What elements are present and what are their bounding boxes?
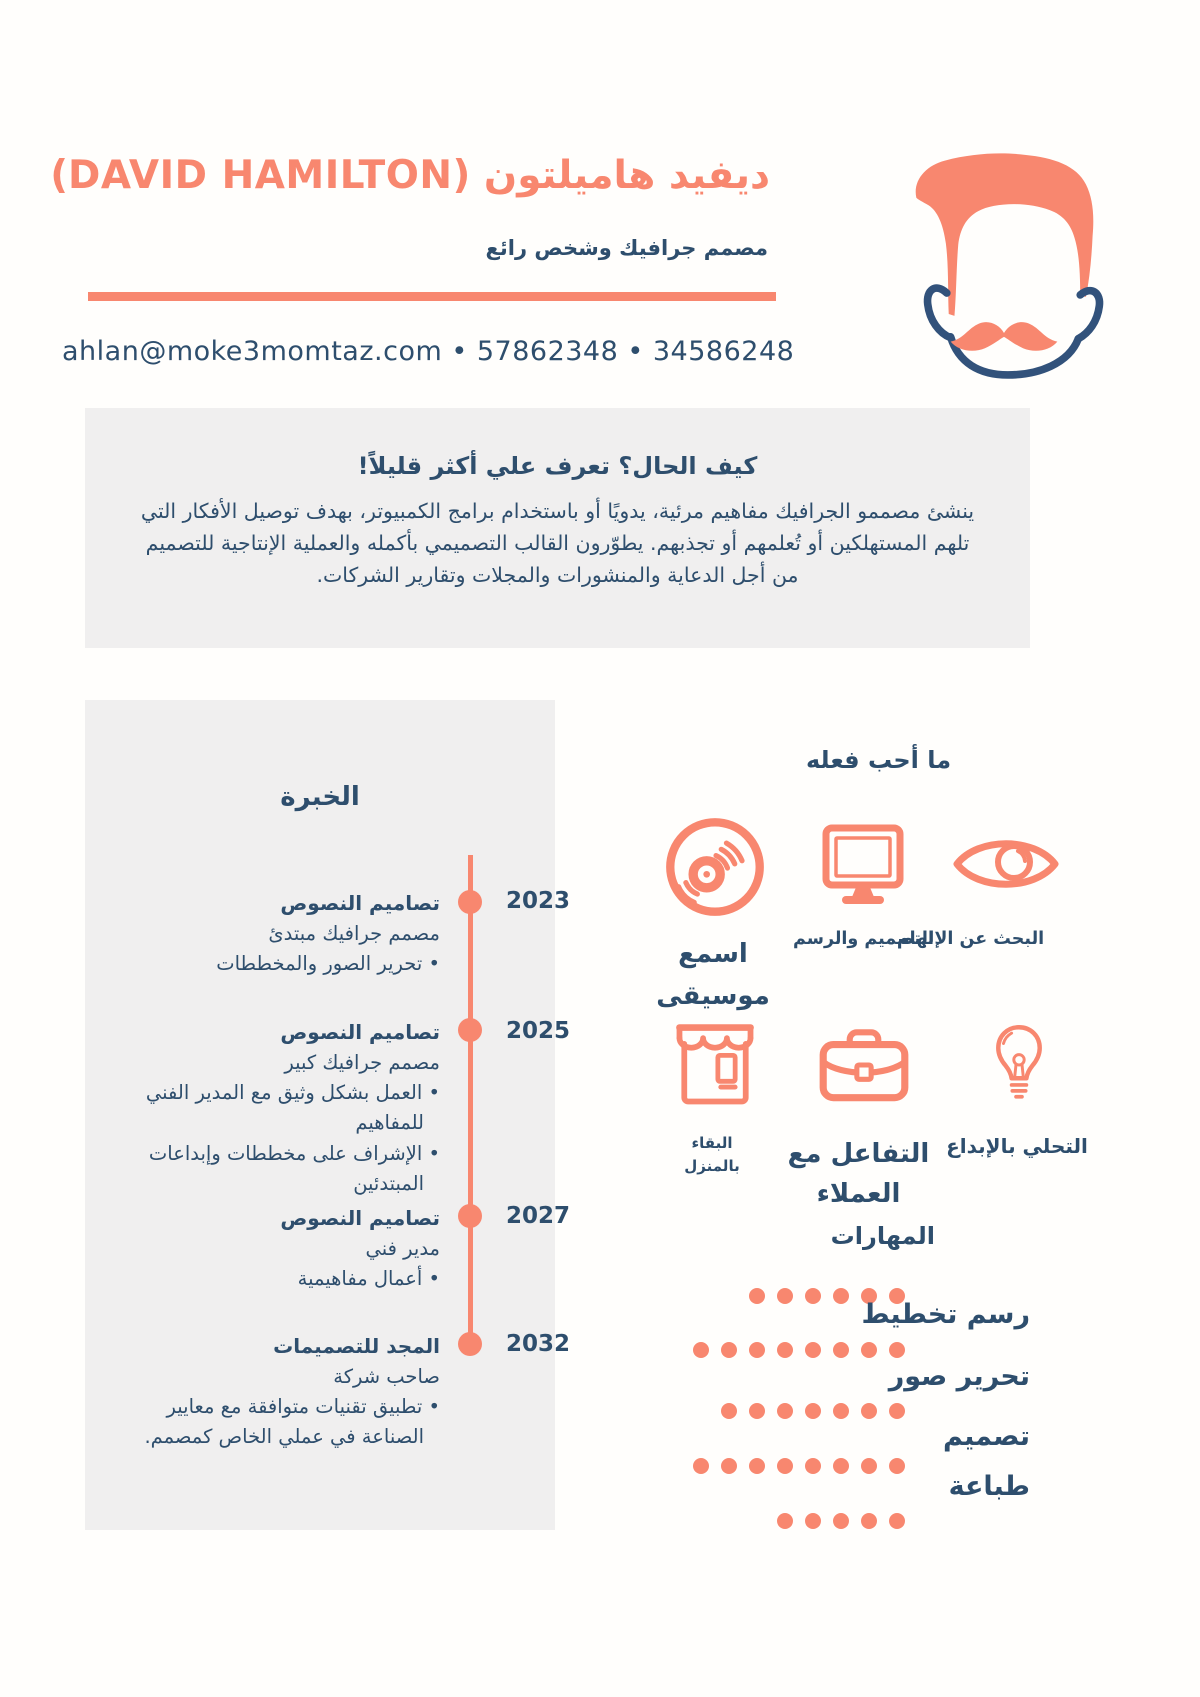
skill-label: طباعة (948, 1471, 1030, 1502)
skill-dot (749, 1458, 765, 1474)
skill-dot (889, 1342, 905, 1358)
eye-icon (951, 828, 1061, 900)
person-tagline: مصمم جرافيك وشخص رائع (485, 236, 768, 260)
skill-dots-row (693, 1458, 905, 1474)
experience-year: 2032 (506, 1331, 571, 1357)
skill-dot (833, 1342, 849, 1358)
storefront-icon (667, 1016, 763, 1114)
skill-dot (777, 1458, 793, 1474)
skill-dot (777, 1403, 793, 1419)
skill-dot (693, 1458, 709, 1474)
experience-title: الخبرة (280, 782, 360, 812)
briefcase-icon (813, 1014, 915, 1116)
experience-role: مصمم جرافيك كبير (284, 1051, 440, 1074)
experience-year: 2023 (506, 888, 571, 914)
timeline-dot (458, 1332, 482, 1356)
skill-dots-row (693, 1342, 905, 1358)
timeline-dot (458, 1204, 482, 1228)
skill-dot (805, 1342, 821, 1358)
skill-dot (721, 1403, 737, 1419)
like-label-be-creative: التحلي بالإبداع (946, 1134, 1088, 1158)
skill-dot (777, 1288, 793, 1304)
monitor-icon (811, 817, 915, 917)
skill-dot (889, 1403, 905, 1419)
experience-company: تصاميم النصوص (280, 1020, 440, 1044)
man-face-mustache-illustration (903, 152, 1105, 382)
skill-dot (889, 1458, 905, 1474)
experience-entry (104, 1017, 440, 1199)
experience-year: 2025 (506, 1018, 571, 1044)
experience-company: تصاميم النصوص (280, 891, 440, 915)
skill-dot (805, 1403, 821, 1419)
skill-dot (861, 1513, 877, 1529)
about-title: كيف الحال؟ تعرف علي أكثر قليلاً! (357, 452, 758, 480)
skill-dot (861, 1458, 877, 1474)
skill-dot (693, 1342, 709, 1358)
experience-role: مدير فني (365, 1237, 440, 1260)
header-divider (88, 292, 776, 301)
experience-bullet: • أعمال مفاهيمية (104, 1264, 440, 1294)
timeline-line (468, 855, 473, 1345)
like-label-listen-music: اسمع موسيقى (656, 939, 770, 1011)
contact-line: ahlan@moke3momtaz.com • 57862348 • 34586248 (62, 336, 795, 367)
experience-bullet: • تحرير الصور والمخططات (104, 949, 440, 979)
skill-label: تحرير صور (888, 1361, 1030, 1392)
skill-dot (805, 1458, 821, 1474)
lightbulb-icon (982, 1008, 1056, 1116)
skill-dots-row (777, 1513, 905, 1529)
skill-label: رسم تخطيط (861, 1299, 1030, 1330)
experience-entry (104, 888, 440, 979)
like-label-client-interaction: التفاعل مع العملاء (787, 1139, 930, 1210)
skill-dot (749, 1342, 765, 1358)
likes-title: ما أحب فعله (806, 746, 952, 774)
timeline-dot (458, 1018, 482, 1042)
experience-role: صاحب شركة (333, 1365, 440, 1388)
skill-dot (805, 1513, 821, 1529)
skill-dot (721, 1458, 737, 1474)
experience-company: تصاميم النصوص (280, 1206, 440, 1230)
skill-dot (805, 1288, 821, 1304)
skill-dot (861, 1403, 877, 1419)
like-label-stay-home: البقاء بالمنزل (684, 1134, 740, 1176)
experience-entry (104, 1331, 440, 1453)
skill-dot (833, 1403, 849, 1419)
about-body: ينشئ مصممو الجرافيك مفاهيم مرئية، يدويًا أو باستخدام برامج الكمبيوتر، بهدف توصيل الأفكار التي تلهم المستهلكين أو تُعلمهم أو تجذبهم. يطوّرون القالب التصميمي بأكمله والعملية الإنتاجية للتصميم من أجل الدعاية والمنشورات والمجلات وتقارير الشركات. (140, 499, 975, 587)
timeline-dot (458, 890, 482, 914)
skill-dot (749, 1403, 765, 1419)
skill-dot (777, 1513, 793, 1529)
skill-dot (777, 1342, 793, 1358)
experience-year: 2027 (506, 1203, 571, 1229)
skill-dot (833, 1513, 849, 1529)
skills-title: المهارات (830, 1222, 935, 1250)
person-name: ديفيد هاميلتون (DAVID HAMILTON) (50, 153, 770, 198)
skill-dots-row (721, 1403, 905, 1419)
skill-dot (861, 1342, 877, 1358)
skill-dot (749, 1288, 765, 1304)
experience-role: مصمم جرافيك مبتدئ (268, 922, 440, 945)
skill-dot (721, 1342, 737, 1358)
like-label-find-inspiration: البحث عن الإلهام (896, 929, 1045, 949)
experience-company: المجد للتصميمات (273, 1334, 440, 1358)
experience-entry (104, 1203, 440, 1294)
about-panel (85, 408, 1030, 648)
experience-bullet: • الإشراف على مخططات وإبداعات المبتدئين (104, 1139, 440, 1199)
skill-dot (833, 1288, 849, 1304)
skill-label: تصميم (942, 1421, 1030, 1452)
like-label-design-drawing: التصميم والرسم (793, 929, 934, 949)
skill-dot (833, 1458, 849, 1474)
experience-bullet: • تطبيق تقنيات متوافقة مع معايير الصناعة في عملي الخاص كمصمم. (104, 1392, 440, 1452)
skill-dot (889, 1513, 905, 1529)
experience-bullet: • العمل بشكل وثيق مع المدير الفني للمفاهيم (104, 1078, 440, 1138)
vinyl-record-icon (663, 815, 767, 919)
